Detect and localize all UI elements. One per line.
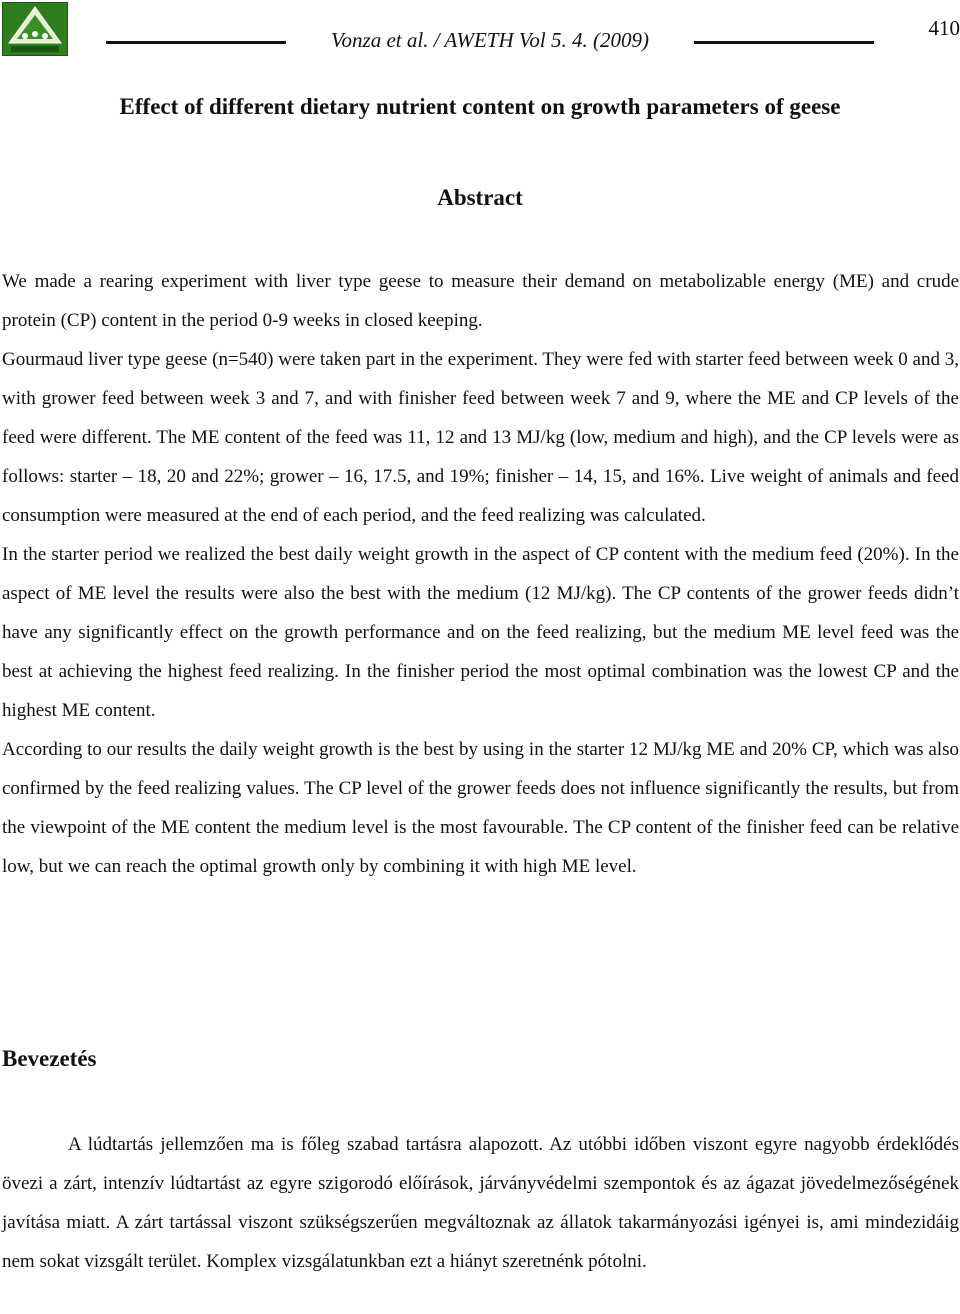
header-rule-left [106,41,286,44]
article-title: Effect of different dietary nutrient content on growth parameters of geese [119,94,841,119]
section-heading-bevezetes: Bevezetés [2,1046,97,1071]
header-rule-right [694,41,874,44]
journal-logo [2,2,68,56]
journal-logo-icon [3,3,67,55]
page-number: 410 [928,16,960,40]
abstract-paragraph: In the starter period we realized the best daily weight growth in the aspect of CP content with the medium feed (20%). In the aspect of ME level the results were also the best with the medium (12 MJ/kg). The CP contents of the grower feeds didn’t have any significantly effect on the growth performance and on the feed realizing, but the medium ME level feed was the best at achieving the highest feed realizing. In the finisher period the most optimal combination was the lowest CP and the highest ME content. [2,544,959,721]
intro-paragraph: A lúdtartás jellemzően ma is főleg szabad tartásra alapozott. Az utóbbi időben viszont egyre nagyobb érdeklődés övezi a zárt, intenzív lúdtartást az egyre szigorodó előírások, járványvédelmi szempontok és az ágazat jövedelmezőségének javítása miatt. A zárt tartással viszont szükségszerűen megváltoznak az állatok takarmányozási igényei is, ami mindezidáig nem sokat vizsgált terület. Komplex vizsgálatunkban ezt a hiányt szeretnénk pótolni. [2,1134,959,1272]
abstract-body [2,262,959,886]
abstract-paragraph: We made a rearing experiment with liver type geese to measure their demand on metabolizable energy (ME) and crude protein (CP) content in the period 0-9 weeks in closed keeping. [2,271,959,331]
abstract-heading: Abstract [437,185,523,210]
journal-citation: Vonza et al. / AWETH Vol 5. 4. (2009) [331,28,649,52]
abstract-paragraph: Gourmaud liver type geese (n=540) were taken part in the experiment. They were fed with starter feed between week 0 and 3, with grower feed between week 3 and 7, and with finisher feed between week 7 and 9, where the ME and CP levels of the feed were different. The ME content of the feed was 11, 12 and 13 MJ/kg (low, medium and high), and the CP levels were as follows: starter – 18, 20 and 22%; grower – 16, 17.5, and 19%; finisher – 14, 15, and 16%. Live weight of animals and feed consumption were measured at the end of each period, and the feed realizing was calculated. [2,349,959,526]
abstract-paragraph: According to our results the daily weight growth is the best by using in the starter 12 MJ/kg ME and 20% CP, which was also confirmed by the feed realizing values. The CP level of the grower feeds does not influence significantly the results, but from the viewpoint of the ME content the medium level is the most favourable. The CP content of the finisher feed can be relative low, but we can reach the optimal growth only by combining it with high ME level. [2,739,959,877]
